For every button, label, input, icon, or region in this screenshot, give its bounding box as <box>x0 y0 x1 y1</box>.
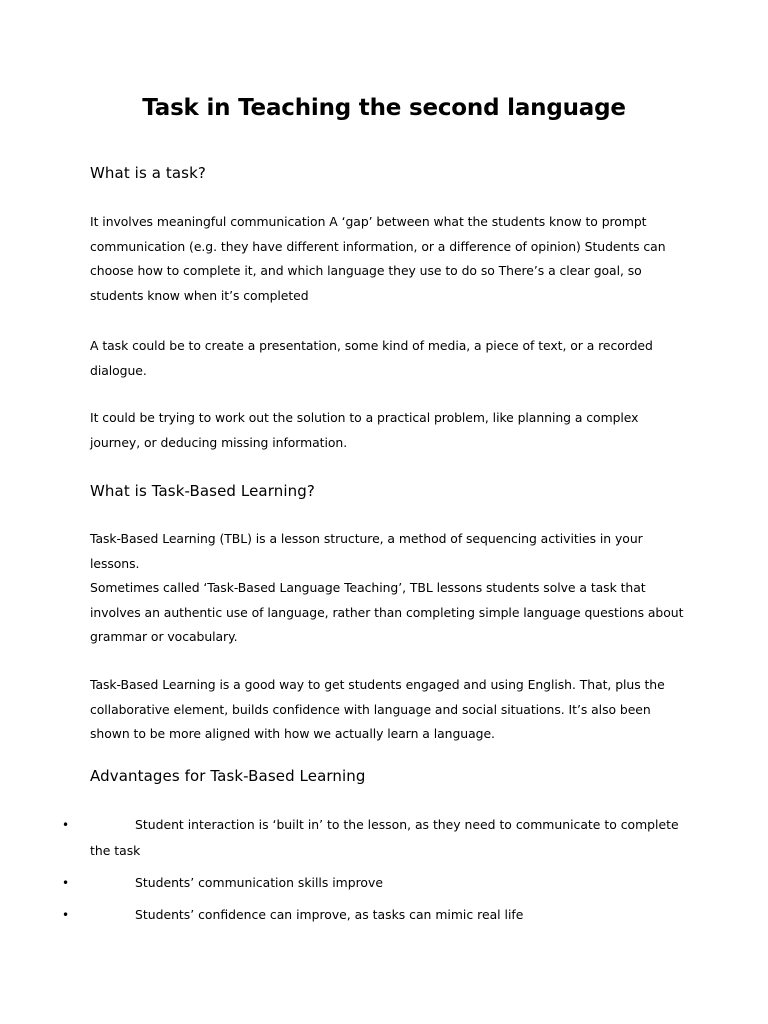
paragraph-tbl-also-called: Sometimes called ‘Task-Based Language Teaching’, TBL lessons students solve a task that involves an authentic use of language, rather than completing simple language questions about grammar or vocabulary. <box>90 580 684 645</box>
bullet-icon: • <box>62 876 70 890</box>
bullet-text: Student interaction is ‘built in’ to the lesson, as they need to communicate to complete the task <box>90 817 679 858</box>
section-heading-advantages: Advantages for Task-Based Learning <box>90 767 366 785</box>
section-heading-what-is-a-task: What is a task? <box>90 164 206 182</box>
paragraph-task-definition: It involves meaningful communication A ‘gap’ between what the students know to prompt communication (e.g. they have different information, or a difference of opinion) Students can choose how to complete it, and which language they use to do so There’s a clear goal, so students know when it’s completed <box>90 214 666 303</box>
paragraph-task-examples: A task could be to create a presentation, some kind of media, a piece of text, or a recorded dialogue. <box>90 338 653 378</box>
document-title: Task in Teaching the second language <box>142 95 626 121</box>
paragraph-tbl-benefits: Task-Based Learning is a good way to get students engaged and using English. That, plus the collaborative element, builds confidence with language and social situations. It’s also been shown to be more aligned with how we actually learn a language. <box>90 677 665 742</box>
paragraph-tbl-definition: Task-Based Learning (TBL) is a lesson structure, a method of sequencing activities in your lessons. <box>90 531 643 571</box>
bullet-icon: • <box>62 908 70 922</box>
bullet-text: Students’ confidence can improve, as tasks can mimic real life <box>135 907 524 922</box>
bullet-text: Students’ communication skills improve <box>135 875 383 890</box>
bullet-icon: • <box>62 818 70 832</box>
section-heading-what-is-tbl: What is Task-Based Learning? <box>90 482 315 500</box>
paragraph-task-problem: It could be trying to work out the solution to a practical problem, like planning a complex journey, or deducing missing information. <box>90 410 639 450</box>
